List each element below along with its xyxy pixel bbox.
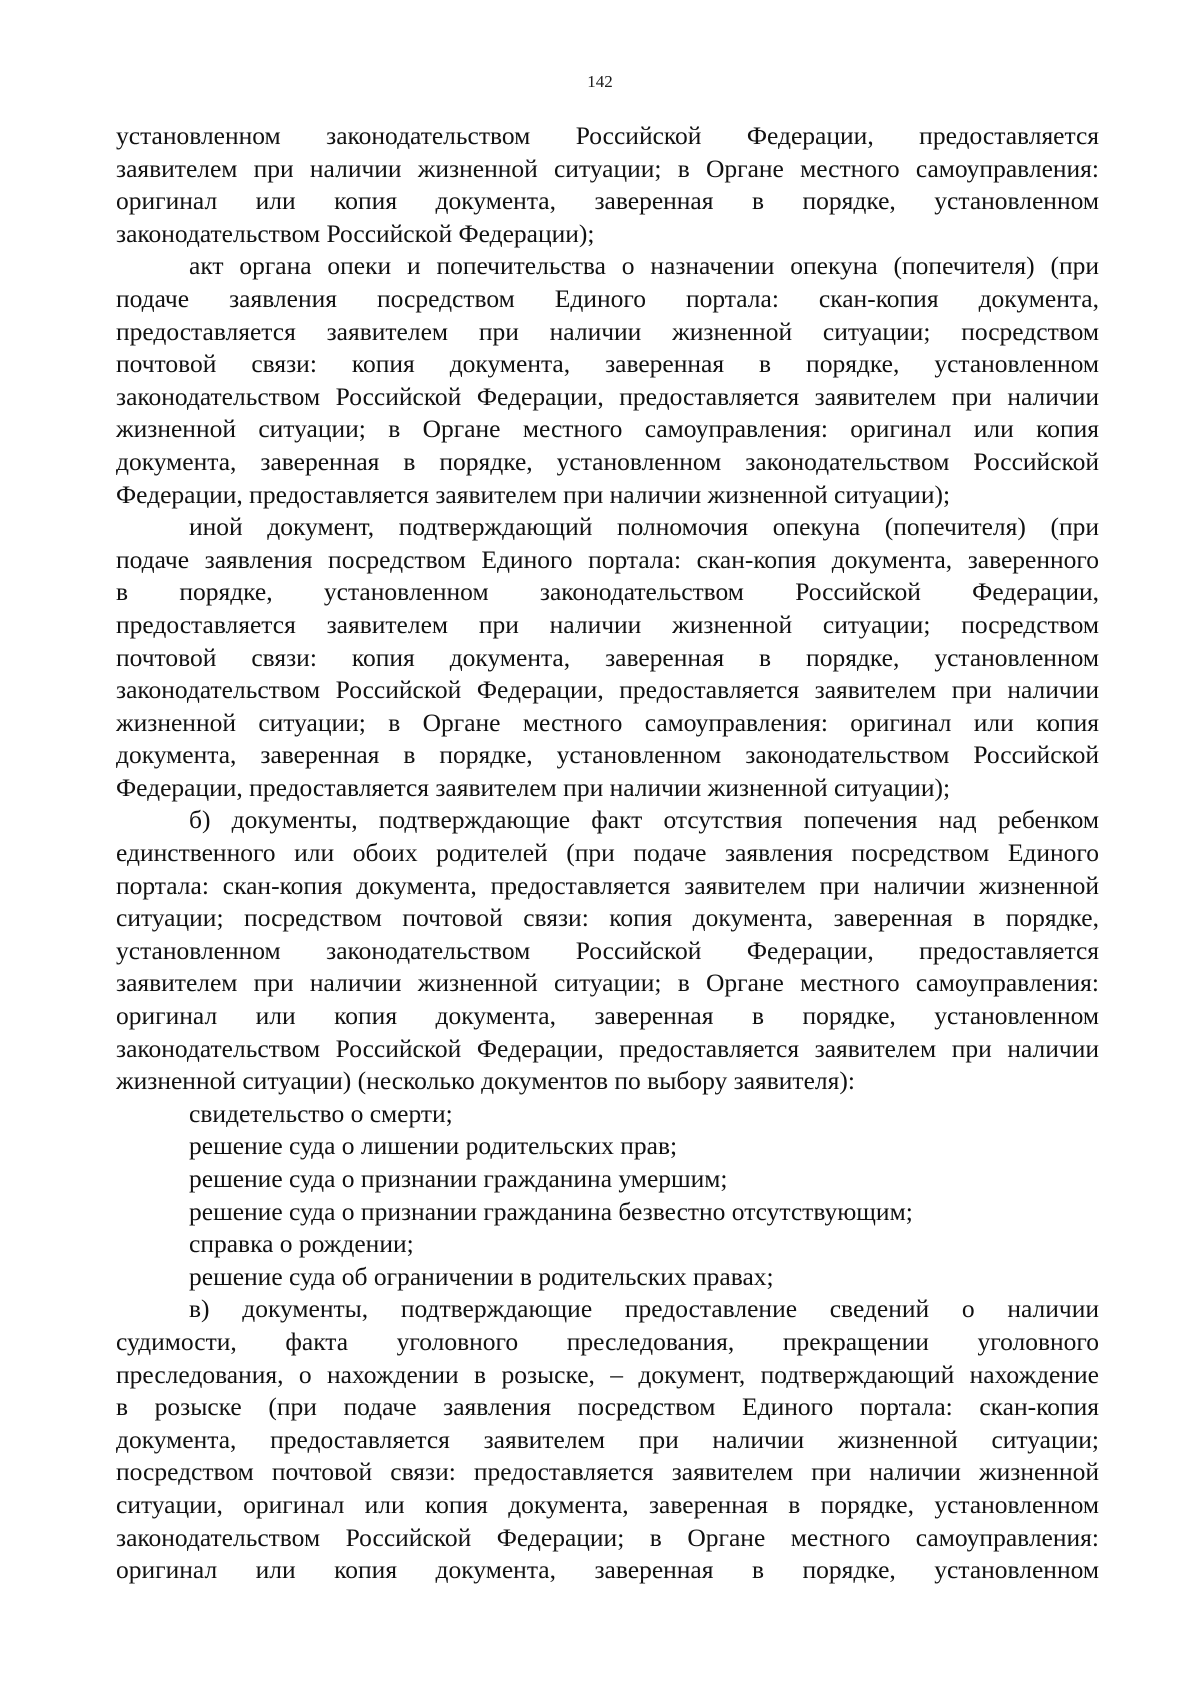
text-line: решение суда об ограничении в родительских правах; (189, 1261, 774, 1291)
text-line: б) документы, подтверждающие факт отсутствия попечения над ребенком (189, 805, 1099, 835)
text-line: подаче заявления посредством Единого портала: скан-копия документа, (116, 283, 1099, 313)
text-line: в порядке, установленном законодательством Российской Федерации, (116, 577, 1099, 607)
text-line: документа, заверенная в порядке, установленном законодательством Российской (116, 740, 1099, 770)
text-line: жизненной ситуации; в Органе местного самоуправления: оригинал или копия (116, 707, 1099, 737)
text-line: почтовой связи: копия документа, заверенная в порядке, установленном (116, 642, 1099, 672)
text-line: законодательством Российской Федерации); (116, 218, 595, 248)
text-line: документа, заверенная в порядке, установленном законодательством Российской (116, 446, 1099, 476)
text-line: законодательством Российской Федерации, предоставляется заявителем при наличии (116, 675, 1099, 705)
text-line: справка о рождении; (189, 1229, 414, 1259)
text-line: установленном законодательством Российской Федерации, предоставляется (116, 121, 1099, 150)
text-line: жизненной ситуации) (несколько документов по выбору заявителя): (116, 1066, 855, 1096)
text-line: подаче заявления посредством Единого портала: скан-копия документа, заверенного (116, 544, 1099, 574)
text-line: в розыске (при подаче заявления посредством Единого портала: скан-копия (116, 1392, 1099, 1422)
text-line: заявителем при наличии жизненной ситуации; в Органе местного самоуправления: (116, 153, 1099, 183)
text-line: судимости, факта уголовного преследования, прекращении уголовного (116, 1326, 1099, 1356)
text-line: решение суда о лишении родительских прав; (189, 1131, 678, 1161)
text-line: оригинал или копия документа, заверенная в порядке, установленном (116, 186, 1099, 216)
text-line: акт органа опеки и попечительства о назначении опекуна (попечителя) (при (189, 251, 1099, 281)
text-line: единственного или обоих родителей (при подаче заявления посредством Единого (116, 838, 1099, 868)
text-line: Федерации, предоставляется заявителем при наличии жизненной ситуации); (116, 772, 951, 802)
text-line: Федерации, предоставляется заявителем при наличии жизненной ситуации); (116, 479, 951, 509)
text-line: ситуации; посредством почтовой связи: копия документа, заверенная в порядке, (116, 903, 1099, 933)
text-line: оригинал или копия документа, заверенная в порядке, установленном (116, 1001, 1099, 1031)
text-line: установленном законодательством Российской Федерации, предоставляется (116, 935, 1099, 965)
text-line: законодательством Российской Федерации, предоставляется заявителем при наличии (116, 381, 1099, 411)
text-line: свидетельство о смерти; (189, 1098, 453, 1128)
text-line: почтовой связи: копия документа, заверенная в порядке, установленном (116, 349, 1099, 379)
text-line: заявителем при наличии жизненной ситуации; в Органе местного самоуправления: (116, 968, 1099, 998)
text-line: законодательством Российской Федерации; в Органе местного самоуправления: (116, 1522, 1099, 1552)
text-line: преследования, о нахождении в розыске, – документ, подтверждающий нахождение (116, 1359, 1099, 1389)
text-line: ситуации, оригинал или копия документа, заверенная в порядке, установленном (116, 1489, 1099, 1519)
text-line: оригинал или копия документа, заверенная в порядке, установленном (116, 1555, 1099, 1585)
page-number: 142 (587, 72, 613, 91)
text-line: законодательством Российской Федерации, предоставляется заявителем при наличии (116, 1033, 1099, 1063)
text-line: решение суда о признании гражданина безвестно отсутствующим; (189, 1196, 913, 1226)
text-line: в) документы, подтверждающие предоставление сведений о наличии (189, 1294, 1099, 1324)
text-line: посредством почтовой связи: предоставляется заявителем при наличии жизненной (116, 1457, 1099, 1487)
text-line: портала: скан-копия документа, предоставляется заявителем при наличии жизненной (116, 870, 1099, 900)
text-line: жизненной ситуации; в Органе местного самоуправления: оригинал или копия (116, 414, 1099, 444)
text-line: иной документ, подтверждающий полномочия опекуна (попечителя) (при (189, 512, 1099, 542)
text-line: решение суда о признании гражданина умершим; (189, 1164, 728, 1193)
text-line: предоставляется заявителем при наличии жизненной ситуации; посредством (116, 316, 1099, 346)
text-line: документа, предоставляется заявителем при наличии жизненной ситуации; (116, 1424, 1099, 1454)
document-body (116, 120, 1099, 1587)
text-line: предоставляется заявителем при наличии жизненной ситуации; посредством (116, 609, 1099, 639)
